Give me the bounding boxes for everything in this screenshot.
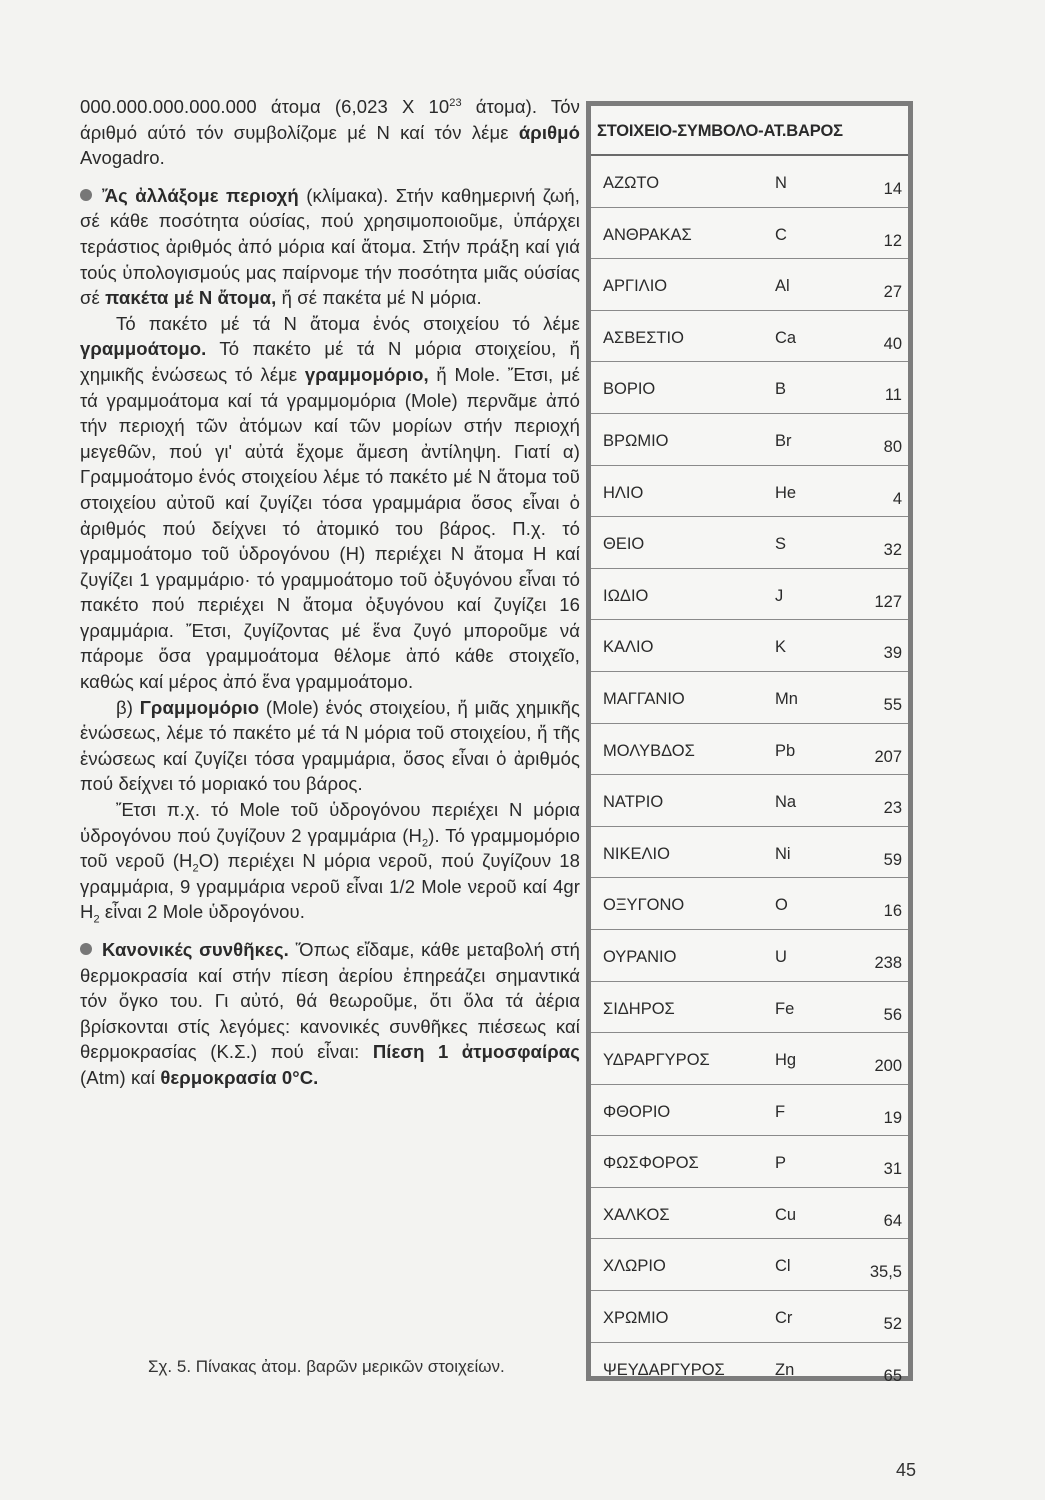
element-name: ΦΘΟΡΙΟ (603, 1102, 671, 1121)
table-row (591, 724, 908, 776)
element-symbol: J (775, 586, 784, 605)
element-symbol: Na (775, 793, 797, 812)
element-symbol: Cu (775, 1205, 797, 1224)
element-name: ΑΡΓΙΛΙΟ (603, 277, 668, 296)
table-row (591, 259, 908, 311)
element-name: ΥΔΡΑΡΓΥΡΟΣ (603, 1051, 710, 1070)
bold-term: Γραμμομόριο (139, 696, 260, 718)
element-symbol: He (775, 483, 797, 502)
element-name: ΧΛΩΡΙΟ (603, 1257, 666, 1276)
element-name: ΧΑΛΚΟΣ (603, 1205, 670, 1224)
element-name: ΟΞΥΓΟΝΟ (603, 896, 685, 915)
atomic-weight: 16 (883, 902, 902, 921)
text-run: ἤ Mole. Ἔτσι, μέ τά γραμμοάτομα καί τά γραμμομόρια (Mole) περνᾶμε ἀπό τήν περιοχή τῶν ἀτόμων καί τῶν μορίων στήν περιοχή μεγεθῶν, πού γι' αὐτά ἔχομε ἄμεση ἀντίληψη. Γιατί α) Γραμμοάτομο ἑνός στοιχείου λέμε τό πακέτο μέ Ν ἄτομα τοῦ στοιχείου αὐτοῦ καί ζυγίζει τόσα γραμμάρια ὅσος εἶναι ὁ ἀριθμός πού δείχνει τό ἀτομικό του βάρος. Π.χ. τό γραμμοάτομο τοῦ ὑδρογόνου (Η) περιέχει Ν ἄτομα Η καί ζυγίζει 1 γραμμάριο· τό γραμμοάτομο τοῦ ὀξυγόνου εἶναι τό πακέτο πού περιέχει Ν ἄτομα ὀξυγόνου καί ζυγίζει 16 γραμμάρια. Ἔτσι, ζυγίζοντας μέ ἕνα ζυγό μποροῦμε νά πάρομε ὅσα γραμμοάτομα θέλομε ἀπό κάθε στοιχεῖο, καθώς καί μέρος ἀπό ἕνα γραμμοάτομο. (80, 363, 580, 693)
bold-term: Κανονικές συνθῆκες. (102, 939, 289, 960)
atomic-weight: 35,5 (869, 1263, 902, 1282)
element-name: ΑΖΩΤΟ (603, 174, 660, 192)
subscript: 2 (93, 914, 100, 927)
page-number: 45 (896, 1460, 917, 1480)
element-symbol: Br (775, 431, 792, 450)
table-row (591, 156, 908, 208)
table-row (591, 827, 908, 879)
element-symbol: Zn (775, 1360, 795, 1379)
atomic-weight: 52 (883, 1315, 902, 1334)
atomic-weight: 64 (883, 1211, 902, 1230)
text-run: Τό πακέτο μέ τά Ν μόρια στοιχείου, ἤ χημικῆς ἑνώσεως τό λέμε (80, 338, 580, 385)
atomic-weight: 127 (874, 592, 902, 611)
table-row (591, 1085, 908, 1137)
atomic-weight: 55 (883, 695, 902, 714)
element-name: ΜΟΛΥΒΔΟΣ (603, 741, 695, 760)
table-row (591, 930, 908, 982)
table-row (591, 362, 908, 414)
paragraph-change-scale (80, 183, 580, 311)
table-row (591, 1291, 908, 1343)
element-symbol: P (775, 1154, 787, 1173)
atomic-weight: 32 (883, 541, 902, 560)
text-run: (κλίμακα). Στήν καθημερινή ζωή, σέ κάθε ποσότητα ούσίας, πού χρησιμοποιοῦμε, ὑπάρχει τεράστιος ἀριθμός ἀπό μόρια καί ἄτομα. Στήν πράξη καί γιά τούς ὑπολογισμούς μας παίρνομε τήν ποσότητα μιᾶς ούσίας σέ (80, 184, 580, 309)
atomic-weight: 238 (874, 953, 902, 972)
atomic-weight: 80 (883, 437, 902, 456)
atomic-weight: 19 (883, 1108, 902, 1127)
atomic-weight: 14 (883, 180, 902, 198)
element-name: ΝΑΤΡΙΟ (603, 793, 664, 812)
table-row (591, 569, 908, 621)
text-run: (Atm) καί (80, 1066, 161, 1088)
atomic-weight: 56 (883, 1005, 902, 1024)
text-run: Ὅπως εἴδαμε, κάθε μεταβολή στή θερμοκρασία καί στήν πίεση ἀερίου ἐπηρεάζει σημαντικά τόν ὄγκο του. Γι αὐτό, θά θεωροῦμε, ὅτι ὅλα τά ἀέρια βρίσκονται στίς λεγόμες: κανονικές συνθῆκες πιέσεως καί θερμοκρασίας (Κ.Σ.) πού εἶναι: (80, 939, 580, 1063)
table-row (591, 517, 908, 569)
element-name: ΝΙΚΕΛΙΟ (603, 844, 670, 863)
atomic-weight: 27 (883, 283, 902, 302)
element-name: ΗΛΙΟ (603, 483, 644, 502)
table-header: ΣΤΟΙΧΕΙΟ-ΣΥΜΒΟΛΟ-ΑΤ.ΒΑΡΟΣ (591, 106, 908, 156)
table-row (591, 1136, 908, 1188)
table-row (591, 1188, 908, 1240)
table-row (591, 414, 908, 466)
table-row (591, 620, 908, 672)
atomic-weight: 4 (892, 489, 902, 508)
paragraph-mole (80, 695, 580, 797)
bullet-icon (80, 189, 92, 201)
paragraph-gram-atom (80, 311, 580, 695)
element-symbol: Ca (775, 328, 797, 347)
text-run: 000.000.000.000.000 άτομα (6,023 Χ 10 (80, 96, 450, 117)
text-run: (Mole) ἑνός στοιχείου, ἤ μιᾶς χημικῆς ἑνώσεως, λέμε τό πακέτο μέ τά Ν μόρια τοῦ στοιχείου, ἤ τῆς ἑνώσεως καί ζυγίζει τόσα γραμμάρια, ὅσος εἶναι ὁ ἀριθμός πού δείχνει τό μοριακό του βάρος. (80, 696, 580, 795)
bold-term: Πίεση 1 ἀτμοσφαίρας (372, 1041, 580, 1063)
element-name: ΟΥΡΑΝΙΟ (603, 947, 677, 966)
bold-term: γραμμομόριο, (304, 363, 429, 385)
text-run: β) (116, 696, 140, 718)
element-name: ΣΙΔΗΡΟΣ (603, 999, 675, 1018)
table-row (591, 878, 908, 930)
text-run: ). Τό γραμμομόριο τοῦ νεροῦ (H (80, 824, 580, 872)
atomic-weight: 39 (883, 644, 902, 663)
element-name: ΚΑΛΙΟ (603, 638, 654, 657)
bold-term: πακέτα μέ Ν ἄτομα, (105, 287, 277, 309)
element-name: ΜΑΓΓΑΝΙΟ (603, 689, 685, 708)
table-row (591, 466, 908, 518)
element-symbol: Fe (775, 999, 795, 1018)
bullet-icon (80, 943, 92, 955)
figure-caption: Σχ. 5. Πίνακας ἀτομ. βαρῶν μερικῶν στοιχείων. (148, 1357, 505, 1376)
atomic-weight: 23 (883, 799, 902, 818)
element-name: ΧΡΩΜΙΟ (603, 1309, 669, 1328)
element-name: ΑΝΘΡΑΚΑΣ (603, 225, 692, 244)
text-run: Avogadro. (80, 147, 165, 169)
text-column (80, 94, 580, 1091)
element-symbol: O (775, 896, 788, 915)
bold-term: Ἄς ἀλλάξομε περιοχή (102, 184, 299, 206)
text-run: O) περιέχει Ν μόρια νεροῦ, πού ζυγίζουν 18 γραμμάρια, 9 γραμμάρια νεροῦ εἶναι 1/2 Mole νεροῦ καί 4gr H (80, 850, 580, 923)
atomic-weight: 207 (874, 747, 902, 766)
table-body (591, 156, 908, 1394)
element-name: ΒΡΩΜΙΟ (603, 431, 669, 450)
element-symbol: C (775, 225, 787, 244)
table-row (591, 775, 908, 827)
bold-term: άριθμό (518, 121, 580, 143)
paragraph-standard-conditions (80, 937, 580, 1091)
atomic-weight: 40 (883, 334, 902, 353)
table-row (591, 982, 908, 1034)
element-name: ΙΩΔΙΟ (603, 586, 649, 605)
table-row (591, 208, 908, 260)
table-row (591, 1239, 908, 1291)
element-symbol: Ni (775, 844, 791, 863)
atomic-weight: 200 (874, 1057, 902, 1076)
table-row (591, 1343, 908, 1395)
bold-term: γραμμοάτομο. (80, 338, 207, 360)
element-name: ΘΕΙΟ (603, 535, 645, 554)
element-symbol: N (775, 174, 787, 192)
element-symbol: S (775, 535, 787, 554)
table-row (591, 672, 908, 724)
element-symbol: F (775, 1102, 786, 1121)
subscript: 2 (421, 837, 429, 850)
text-run: άτομα). Τόν άριθμό αύτό τόν συμβολίζομε μέ Ν καί τόν λέμε (80, 96, 580, 143)
table-row (591, 1033, 908, 1085)
paragraph-avogadro (80, 94, 580, 171)
element-name: ΒΟΡΙΟ (603, 380, 656, 399)
element-name: ΦΩΣΦΟΡΟΣ (603, 1154, 699, 1173)
element-name: ΨΕΥΔΑΡΓΥΡΟΣ (603, 1360, 725, 1379)
atomic-weight: 59 (883, 850, 902, 869)
atomic-weight: 31 (883, 1160, 902, 1179)
subscript: 2 (192, 862, 199, 875)
element-symbol: U (775, 947, 787, 966)
atomic-weight: 65 (883, 1366, 902, 1385)
element-symbol: Cl (775, 1257, 791, 1276)
atomic-weight: 12 (883, 231, 902, 250)
bold-term: θερμοκρασία 0°C. (160, 1066, 319, 1088)
element-symbol: Hg (775, 1051, 797, 1070)
element-symbol: Cr (775, 1309, 793, 1328)
paragraph-mole-examples (80, 797, 580, 925)
element-symbol: K (775, 638, 787, 657)
element-symbol: Pb (775, 741, 796, 760)
atomic-weight: 11 (884, 386, 902, 405)
atomic-weights-table (586, 101, 913, 1385)
text-run: Ἔτσι π.χ. τό Mole τοῦ ὑδρογόνου περιέχει Ν μόρια ὑδρογόνου πού ζυγίζουν 2 γραμμάρια (H (80, 799, 580, 846)
element-symbol: B (775, 380, 787, 399)
element-name: ΑΣΒΕΣΤΙΟ (603, 328, 684, 347)
text-run: ἤ σέ πακέτα μέ Ν μόρια. (276, 287, 482, 309)
text-run: Τό πακέτο μέ τά Ν ἄτομα ἑνός στοιχείου τό λέμε (116, 312, 580, 334)
superscript: 23 (449, 96, 462, 109)
table-row (591, 311, 908, 363)
text-run: εἶναι 2 Mole ὑδρογόνου. (99, 901, 306, 923)
element-symbol: Al (775, 277, 790, 296)
element-symbol: Mn (775, 689, 798, 708)
